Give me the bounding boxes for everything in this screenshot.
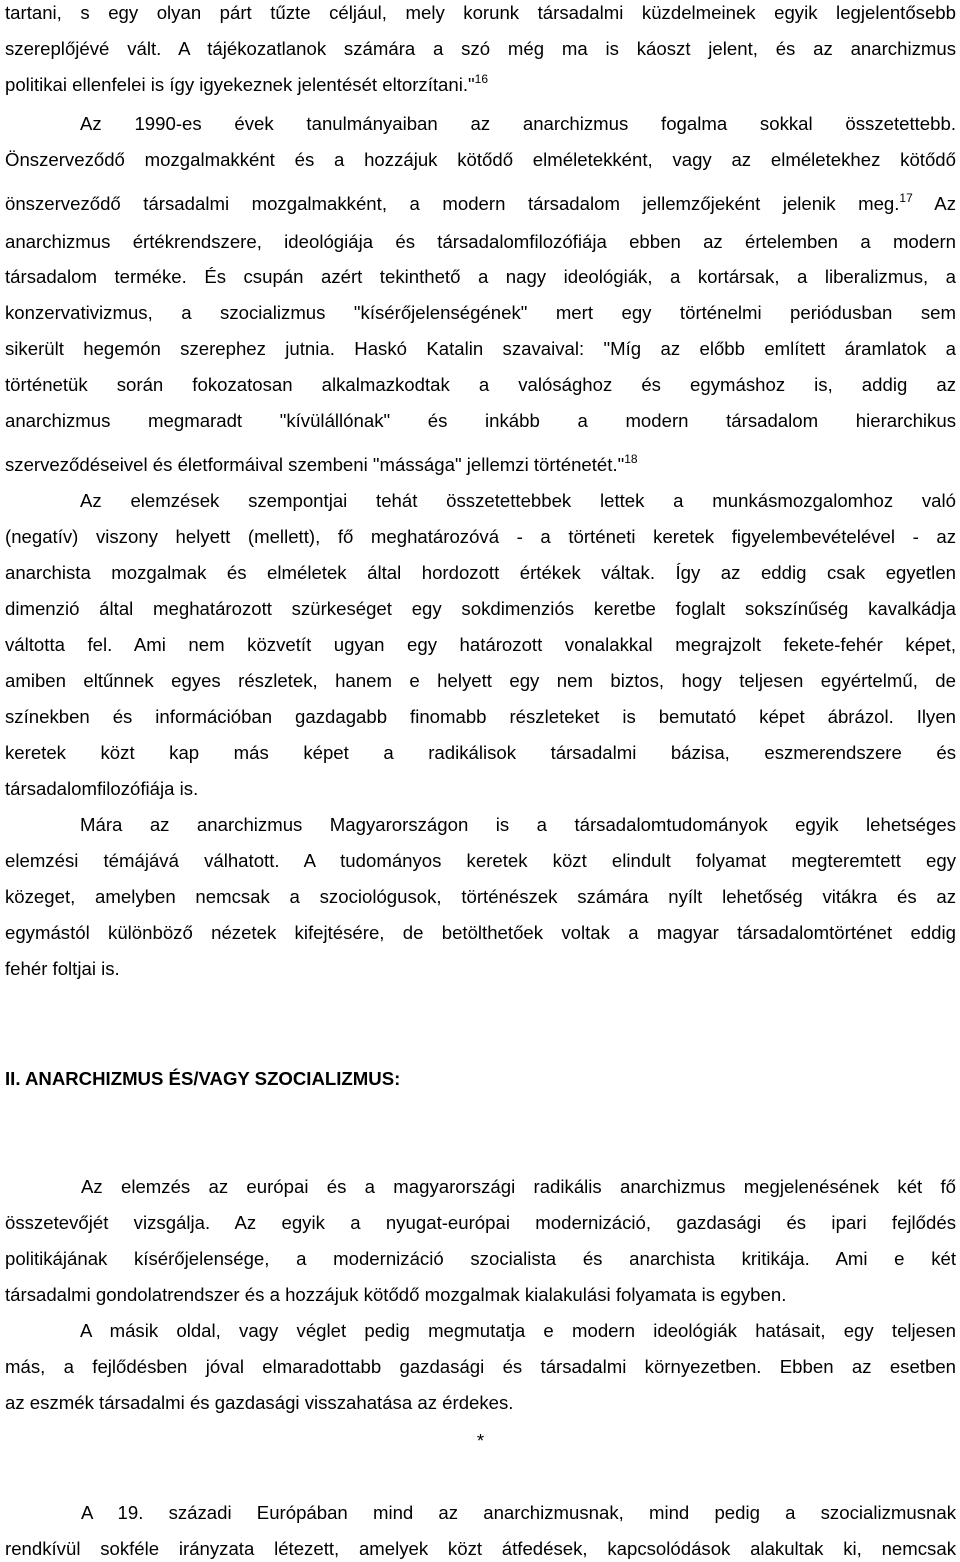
text-line: társadalmi gondolatrendszer és a hozzájuk kötődő mozgalmak kialakulási folyamata is egyben. — [5, 1284, 787, 1305]
text-line: anarchizmus megmaradt "kívülállónak" és inkább a modern társadalom hierarchikus — [5, 410, 956, 431]
text-line: anarchizmus értékrendszere, ideológiája és társadalomfilozófiája ebben az értelemben a modern — [5, 231, 956, 252]
section-separator: * — [476, 1430, 485, 1451]
text-line: (negatív) viszony helyett (mellett), fő meghatározóvá - a történeti keretek figyelembevételével - az — [5, 526, 956, 547]
text-segment: Az — [934, 193, 956, 214]
text-line: történetük során fokozatosan alkalmazkodtak a valósághoz és egymáshoz is, addig az — [5, 374, 956, 395]
text-line: rendkívül sokféle irányzata létezett, amelyek közt átfedések, kapcsolódások alakultak ki, nemcsak — [5, 1538, 956, 1559]
text-line: egymástól különböző nézetek kifejtésére, de betölthetőek voltak a magyar társadalomtörténet eddig — [5, 922, 956, 943]
text-line: elemzési témájává válhatott. A tudományos keretek közt elindult folyamat megteremtett egy — [5, 850, 956, 871]
text-line: amiben eltűnnek egyes részletek, hanem e helyett egy nem biztos, hogy teljesen egyértelmű, de — [5, 670, 956, 691]
text-line: fehér foltjai is. — [5, 958, 120, 979]
text-line: Önszerveződő mozgalmakként és a hozzájuk kötődő elméletekként, vagy az elméletekhez kötődő — [5, 149, 956, 170]
text-line: Az elemzés az európai és a magyarországi radikális anarchizmus megjelenésének két fő — [81, 1176, 956, 1197]
text-line — [5, 74, 956, 98]
text-line: A 19. századi Európában mind az anarchizmusnak, mind pedig a szocializmusnak — [81, 1502, 956, 1523]
text-line: összetevőjét vizsgálja. Az egyik a nyugat-európai modernizáció, gazdasági és ipari fejlődés — [5, 1212, 956, 1233]
footnote-marker: 16 — [474, 72, 488, 86]
text-line: Mára az anarchizmus Magyarországon is a társadalomtudományok egyik lehetséges — [80, 814, 956, 835]
text-segment: önszerveződő társadalmi mozgalmakként, a modern társadalom jellemzőjeként jelenik meg. — [5, 193, 900, 214]
text-segment: szerveződéseivel és életformáival szembeni "mássága" jellemzi történetét." — [5, 454, 625, 475]
text-line: közeget, amelyben nemcsak a szociológusok, történészek számára nyílt lehetőség vitákra és az — [5, 886, 956, 907]
footnote-marker: 18 — [624, 452, 638, 466]
text-line: A másik oldal, vagy véglet pedig megmutatja e modern ideológiák hatásait, egy teljesen — [80, 1320, 956, 1341]
text-line: konzervativizmus, a szocializmus "kísérőjelenségének" mert egy történelmi periódusban sem — [5, 302, 956, 323]
text-segment: politikai ellenfelei is így igyekeznek jelentését eltorzítani." — [5, 74, 475, 95]
text-line: Az elemzések szempontjai tehát összetettebbek lettek a munkásmozgalomhoz való — [80, 490, 956, 511]
text-line: társadalomfilozófiája is. — [5, 778, 199, 799]
section-heading: II. ANARCHIZMUS ÉS/VAGY SZOCIALIZMUS: — [5, 1068, 401, 1089]
text-line — [5, 193, 956, 217]
footnote-marker: 17 — [899, 191, 913, 205]
text-line: sikerült hegemón szerephez jutnia. Haskó Katalin szavaival: "Míg az előbb említett áramlatok a — [5, 338, 956, 359]
text-line — [5, 454, 956, 478]
text-line: szereplőjévé vált. A tájékozatlanok számára a szó még ma is káoszt jelent, és az anarchizmus — [5, 38, 956, 59]
text-line: színekben és információban gazdagabb finomabb részleteket is bemutató képet ábrázol. Ilyen — [5, 706, 956, 727]
text-line: váltotta fel. Ami nem közvetít ugyan egy határozott vonalakkal megrajzolt fekete-fehér képet, — [5, 634, 956, 655]
text-line: társadalom terméke. És csupán azért tekinthető a nagy ideológiák, a kortársak, a liberalizmus, a — [5, 266, 956, 287]
text-line: Az 1990-es évek tanulmányaiban az anarchizmus fogalma sokkal összetettebb. — [80, 113, 956, 134]
text-line: politikájának kísérőjelensége, a modernizáció szocialista és anarchista kritikája. Ami e két — [5, 1248, 956, 1269]
text-line: az eszmék társadalmi és gazdasági visszahatása az érdekes. — [5, 1392, 514, 1413]
text-line: más, a fejlődésben jóval elmaradottabb gazdasági és társadalmi környezetben. Ebben az esetben — [5, 1356, 956, 1377]
text-line: anarchista mozgalmak és elméletek által hordozott értékek váltak. Így az eddig csak egyetlen — [5, 562, 956, 583]
text-line: keretek közt kap más képet a radikálisok társadalmi bázisa, eszmerendszere és — [5, 742, 956, 763]
text-line: dimenzió által meghatározott szürkeséget egy sokdimenziós keretbe foglalt sokszínűség kavalkádja — [5, 598, 956, 619]
text-line: tartani, s egy olyan párt tűzte céljául, mely korunk társadalmi küzdelmeinek egyik legjelentősebb — [5, 2, 956, 23]
